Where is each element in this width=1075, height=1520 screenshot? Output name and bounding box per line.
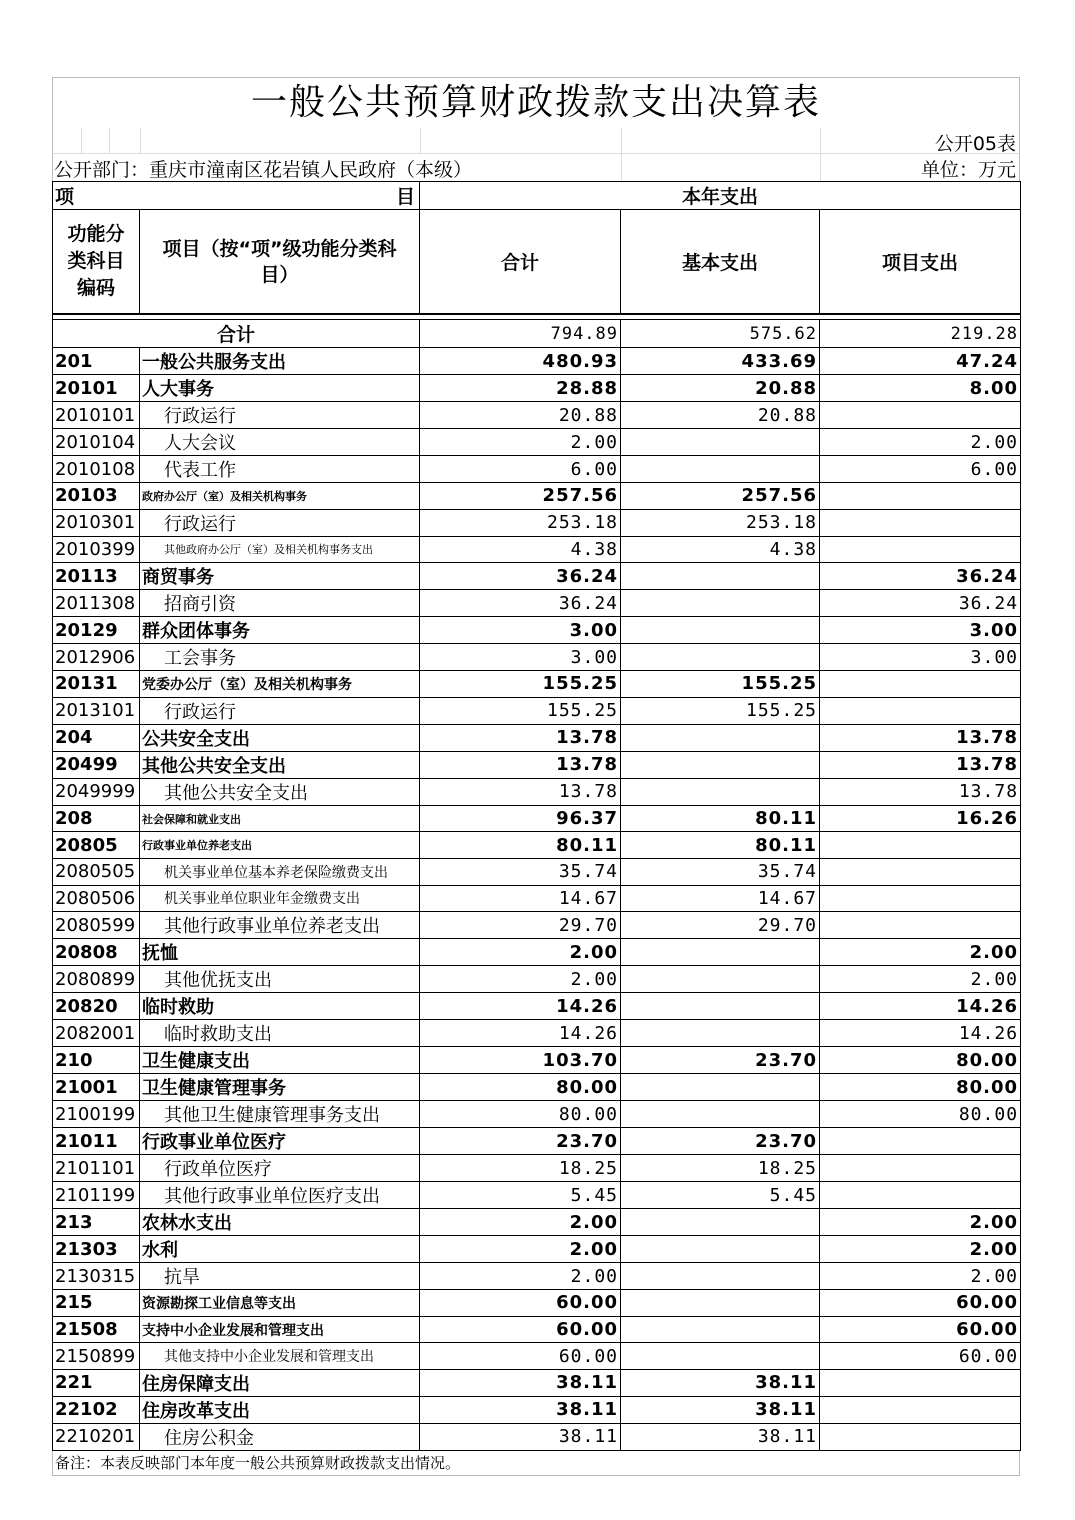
cell-name: 机关事业单位基本养老保险缴费支出 (140, 858, 420, 885)
cell-project: 2.00 (820, 1209, 1021, 1236)
cell-name: 卫生健康支出 (140, 1047, 420, 1074)
cell-total: 80.11 (420, 832, 621, 859)
cell-basic: 35.74 (621, 858, 820, 885)
cell-name: 农林水支出 (140, 1209, 420, 1236)
table-row (53, 644, 1021, 671)
cell-code: 20129 (53, 617, 140, 644)
cell-total: 96.37 (420, 805, 621, 832)
cell-total: 2.00 (420, 1263, 621, 1290)
cell-project: 47.24 (820, 348, 1021, 375)
cell-project: 60.00 (820, 1290, 1021, 1317)
cell-code: 201 (53, 348, 140, 375)
table-row (53, 858, 1021, 885)
cell-name: 人大事务 (140, 375, 420, 402)
expenditure-table (52, 181, 1021, 1451)
table-row (53, 1396, 1021, 1423)
cell-total: 2.00 (420, 1209, 621, 1236)
cell-code: 2080506 (53, 885, 140, 912)
table-row (53, 1020, 1021, 1047)
cell-total: 2.00 (420, 939, 621, 966)
table-row (53, 348, 1021, 375)
cell-name: 行政事业单位医疗 (140, 1128, 420, 1155)
cell-project: 60.00 (820, 1343, 1021, 1370)
cell-code: 22102 (53, 1396, 140, 1423)
cell-name: 行政事业单位养老支出 (140, 832, 420, 859)
cell-total: 35.74 (420, 858, 621, 885)
grid-line (81, 128, 82, 153)
cell-total: 3.00 (420, 644, 621, 671)
table-row (53, 912, 1021, 939)
cell-name: 其他行政事业单位养老支出 (140, 912, 420, 939)
cell-name: 卫生健康管理事务 (140, 1074, 420, 1101)
cell-code: 2010301 (53, 509, 140, 536)
cell-basic (621, 1290, 820, 1317)
cell-code: 20113 (53, 563, 140, 590)
grid-line (820, 128, 821, 153)
cell-project (820, 832, 1021, 859)
budget-sheet (52, 77, 1020, 1476)
cell-total: 20.88 (420, 402, 621, 429)
cell-project (820, 858, 1021, 885)
cell-project: 3.00 (820, 617, 1021, 644)
cell-basic (621, 617, 820, 644)
table-row (53, 1343, 1021, 1370)
table-row (53, 590, 1021, 617)
cell-total: 6.00 (420, 456, 621, 483)
cell-name: 人大会议 (140, 429, 420, 456)
cell-basic: 38.11 (621, 1423, 820, 1450)
cell-total: 29.70 (420, 912, 621, 939)
table-row (53, 1290, 1021, 1317)
table-row (53, 1423, 1021, 1450)
cell-name: 招商引资 (140, 590, 420, 617)
cell-name: 抚恤 (140, 939, 420, 966)
cell-basic (621, 1074, 820, 1101)
table-number-row (52, 128, 1020, 153)
cell-total: 38.11 (420, 1396, 621, 1423)
header-row-1 (53, 182, 1021, 210)
cell-basic: 14.67 (621, 885, 820, 912)
grid-line (621, 154, 622, 181)
cell-name: 住房改革支出 (140, 1396, 420, 1423)
cell-code: 2080899 (53, 966, 140, 993)
cell-project (820, 1155, 1021, 1182)
table-row (53, 1316, 1021, 1343)
table-row (53, 509, 1021, 536)
cell-total: 38.11 (420, 1423, 621, 1450)
cell-name: 住房公积金 (140, 1423, 420, 1450)
cell-code: 20805 (53, 832, 140, 859)
cell-code: 213 (53, 1209, 140, 1236)
table-row (53, 832, 1021, 859)
cell-project (820, 1423, 1021, 1450)
department-row (52, 153, 1020, 181)
header-item-cell (53, 182, 420, 210)
cell-basic (621, 590, 820, 617)
table-row (53, 617, 1021, 644)
cell-total: 80.00 (420, 1101, 621, 1128)
cell-total: 23.70 (420, 1128, 621, 1155)
cell-code: 21001 (53, 1074, 140, 1101)
cell-project: 2.00 (820, 1236, 1021, 1263)
table-row (53, 671, 1021, 698)
cell-total: 5.45 (420, 1182, 621, 1209)
table-row (53, 1182, 1021, 1209)
table-row (53, 805, 1021, 832)
cell-code: 20499 (53, 751, 140, 778)
cell-code: 2150899 (53, 1343, 140, 1370)
cell-project: 14.26 (820, 993, 1021, 1020)
cell-basic: 23.70 (621, 1128, 820, 1155)
cell-project (820, 1128, 1021, 1155)
cell-basic (621, 966, 820, 993)
cell-project: 14.26 (820, 1020, 1021, 1047)
cell-total: 155.25 (420, 697, 621, 724)
cell-code: 2010399 (53, 536, 140, 563)
cell-code: 20808 (53, 939, 140, 966)
table-row (53, 1074, 1021, 1101)
header-item-left: 项 (55, 186, 75, 208)
cell-basic (621, 724, 820, 751)
table-row (53, 563, 1021, 590)
cell-project (820, 483, 1021, 510)
cell-code: 2082001 (53, 1020, 140, 1047)
table-row (53, 402, 1021, 429)
footnote: 备注：本表反映部门本年度一般公共预算财政拨款支出情况。 (52, 1451, 1020, 1476)
cell-total: 36.24 (420, 590, 621, 617)
cell-name: 其他支持中小企业发展和管理支出 (140, 1343, 420, 1370)
cell-basic: 18.25 (621, 1155, 820, 1182)
cell-total: 13.78 (420, 778, 621, 805)
total-sum: 794.89 (420, 320, 621, 348)
cell-total: 60.00 (420, 1343, 621, 1370)
grid-line (109, 128, 110, 153)
cell-project: 80.00 (820, 1074, 1021, 1101)
cell-name: 其他优抚支出 (140, 966, 420, 993)
cell-project: 16.26 (820, 805, 1021, 832)
table-row (53, 885, 1021, 912)
cell-project: 13.78 (820, 724, 1021, 751)
cell-total: 480.93 (420, 348, 621, 375)
cell-project: 2.00 (820, 966, 1021, 993)
cell-project: 6.00 (820, 456, 1021, 483)
cell-basic: 80.11 (621, 805, 820, 832)
cell-total: 4.38 (420, 536, 621, 563)
cell-project: 2.00 (820, 939, 1021, 966)
cell-code: 2080599 (53, 912, 140, 939)
table-row (53, 1209, 1021, 1236)
cell-basic (621, 751, 820, 778)
cell-name: 其他卫生健康管理事务支出 (140, 1101, 420, 1128)
cell-project: 2.00 (820, 429, 1021, 456)
cell-total: 13.78 (420, 751, 621, 778)
table-row (53, 429, 1021, 456)
cell-code: 20103 (53, 483, 140, 510)
table-row (53, 724, 1021, 751)
cell-total: 36.24 (420, 563, 621, 590)
table-row (53, 1155, 1021, 1182)
cell-basic: 253.18 (621, 509, 820, 536)
cell-code: 21011 (53, 1128, 140, 1155)
cell-project: 2.00 (820, 1263, 1021, 1290)
cell-name: 机关事业单位职业年金缴费支出 (140, 885, 420, 912)
cell-name: 群众团体事务 (140, 617, 420, 644)
header-row-2 (53, 210, 1021, 315)
cell-project: 13.78 (820, 751, 1021, 778)
cell-basic: 4.38 (621, 536, 820, 563)
table-row (53, 751, 1021, 778)
cell-name: 其他政府办公厅（室）及相关机构事务支出 (140, 536, 420, 563)
cell-code: 208 (53, 805, 140, 832)
table-row (53, 1047, 1021, 1074)
header-project: 项目支出 (820, 210, 1021, 315)
cell-basic: 5.45 (621, 1182, 820, 1209)
cell-total: 155.25 (420, 671, 621, 698)
cell-basic (621, 563, 820, 590)
cell-code: 2080505 (53, 858, 140, 885)
table-row (53, 483, 1021, 510)
header-basic: 基本支出 (621, 210, 820, 315)
cell-name: 一般公共服务支出 (140, 348, 420, 375)
cell-basic (621, 1020, 820, 1047)
cell-total: 38.11 (420, 1369, 621, 1396)
cell-code: 215 (53, 1290, 140, 1317)
cell-total: 13.78 (420, 724, 621, 751)
cell-name: 党委办公厅（室）及相关机构事务 (140, 671, 420, 698)
cell-project (820, 1396, 1021, 1423)
header-item-right: 目 (396, 186, 416, 208)
cell-basic: 29.70 (621, 912, 820, 939)
cell-name: 代表工作 (140, 456, 420, 483)
table-body (53, 320, 1021, 1451)
cell-code: 20820 (53, 993, 140, 1020)
cell-total: 14.67 (420, 885, 621, 912)
cell-project (820, 536, 1021, 563)
table-row (53, 697, 1021, 724)
cell-project: 36.24 (820, 590, 1021, 617)
cell-code: 2101199 (53, 1182, 140, 1209)
cell-name: 工会事务 (140, 644, 420, 671)
cell-basic (621, 644, 820, 671)
cell-total: 3.00 (420, 617, 621, 644)
cell-basic (621, 456, 820, 483)
header-name: 项目（按“项”级功能分类科目） (140, 210, 420, 315)
cell-name: 行政运行 (140, 509, 420, 536)
cell-basic: 155.25 (621, 671, 820, 698)
cell-basic (621, 1316, 820, 1343)
cell-code: 2130315 (53, 1263, 140, 1290)
table-row (53, 536, 1021, 563)
cell-project (820, 509, 1021, 536)
cell-code: 2012906 (53, 644, 140, 671)
total-label: 合计 (53, 320, 420, 348)
total-row (53, 320, 1021, 348)
cell-name: 住房保障支出 (140, 1369, 420, 1396)
cell-project (820, 885, 1021, 912)
cell-total: 253.18 (420, 509, 621, 536)
cell-basic (621, 778, 820, 805)
cell-project (820, 697, 1021, 724)
cell-project (820, 402, 1021, 429)
cell-name: 抗旱 (140, 1263, 420, 1290)
table-row (53, 778, 1021, 805)
cell-code: 20101 (53, 375, 140, 402)
page-title: 一般公共预算财政拨款支出决算表 (52, 77, 1020, 128)
cell-project: 80.00 (820, 1047, 1021, 1074)
cell-code: 21508 (53, 1316, 140, 1343)
cell-code: 221 (53, 1369, 140, 1396)
header-total: 合计 (420, 210, 621, 315)
cell-name: 行政运行 (140, 402, 420, 429)
cell-project: 8.00 (820, 375, 1021, 402)
grid-line (140, 128, 141, 153)
cell-name: 行政运行 (140, 697, 420, 724)
table-row (53, 456, 1021, 483)
cell-code: 2101101 (53, 1155, 140, 1182)
cell-name: 临时救助 (140, 993, 420, 1020)
cell-project (820, 671, 1021, 698)
cell-basic (621, 1343, 820, 1370)
cell-total: 2.00 (420, 966, 621, 993)
cell-name: 其他公共安全支出 (140, 778, 420, 805)
total-project: 219.28 (820, 320, 1021, 348)
cell-name: 行政单位医疗 (140, 1155, 420, 1182)
cell-name: 支持中小企业发展和管理支出 (140, 1316, 420, 1343)
unit-label: 单位：万元 (920, 159, 1016, 181)
grid-line (420, 128, 421, 153)
table-row (53, 939, 1021, 966)
cell-basic: 38.11 (621, 1396, 820, 1423)
cell-name: 资源勘探工业信息等支出 (140, 1290, 420, 1317)
cell-name: 商贸事务 (140, 563, 420, 590)
cell-total: 80.00 (420, 1074, 621, 1101)
header-code: 功能分类科目编码 (53, 210, 140, 315)
cell-basic: 155.25 (621, 697, 820, 724)
cell-name: 临时救助支出 (140, 1020, 420, 1047)
cell-project: 80.00 (820, 1101, 1021, 1128)
cell-basic (621, 1101, 820, 1128)
cell-basic (621, 1263, 820, 1290)
header-current-year: 本年支出 (420, 182, 1021, 210)
cell-basic: 38.11 (621, 1369, 820, 1396)
cell-total: 14.26 (420, 993, 621, 1020)
total-basic: 575.62 (621, 320, 820, 348)
cell-name: 政府办公厅（室）及相关机构事务 (140, 483, 420, 510)
table-row (53, 993, 1021, 1020)
cell-name: 社会保障和就业支出 (140, 805, 420, 832)
cell-project: 13.78 (820, 778, 1021, 805)
cell-basic (621, 429, 820, 456)
cell-basic: 433.69 (621, 348, 820, 375)
cell-basic (621, 993, 820, 1020)
cell-total: 2.00 (420, 1236, 621, 1263)
cell-code: 21303 (53, 1236, 140, 1263)
cell-name: 其他行政事业单位医疗支出 (140, 1182, 420, 1209)
cell-code: 2010108 (53, 456, 140, 483)
cell-project (820, 912, 1021, 939)
cell-code: 2010101 (53, 402, 140, 429)
cell-code: 2210201 (53, 1423, 140, 1450)
cell-name: 水利 (140, 1236, 420, 1263)
cell-basic: 20.88 (621, 375, 820, 402)
cell-code: 2049999 (53, 778, 140, 805)
cell-name: 公共安全支出 (140, 724, 420, 751)
cell-total: 28.88 (420, 375, 621, 402)
cell-code: 2010104 (53, 429, 140, 456)
cell-project: 60.00 (820, 1316, 1021, 1343)
table-row (53, 966, 1021, 993)
table-row (53, 1369, 1021, 1396)
department-label: 公开部门：重庆市潼南区花岩镇人民政府（本级） (54, 159, 473, 181)
cell-total: 60.00 (420, 1316, 621, 1343)
cell-code: 210 (53, 1047, 140, 1074)
table-row (53, 1128, 1021, 1155)
cell-basic (621, 1236, 820, 1263)
grid-line (820, 154, 821, 181)
cell-code: 2100199 (53, 1101, 140, 1128)
cell-code: 20131 (53, 671, 140, 698)
cell-total: 60.00 (420, 1290, 621, 1317)
cell-basic: 80.11 (621, 832, 820, 859)
table-row (53, 375, 1021, 402)
cell-total: 257.56 (420, 483, 621, 510)
cell-code: 2013101 (53, 697, 140, 724)
grid-line (621, 128, 622, 153)
cell-basic: 20.88 (621, 402, 820, 429)
cell-basic: 23.70 (621, 1047, 820, 1074)
cell-total: 18.25 (420, 1155, 621, 1182)
cell-code: 2011308 (53, 590, 140, 617)
cell-basic: 257.56 (621, 483, 820, 510)
cell-code: 204 (53, 724, 140, 751)
cell-basic (621, 1209, 820, 1236)
table-row (53, 1101, 1021, 1128)
cell-total: 103.70 (420, 1047, 621, 1074)
cell-total: 2.00 (420, 429, 621, 456)
cell-project (820, 1182, 1021, 1209)
cell-total: 14.26 (420, 1020, 621, 1047)
table-number: 公开05表 (934, 133, 1016, 155)
cell-basic (621, 939, 820, 966)
table-row (53, 1236, 1021, 1263)
table-row (53, 1263, 1021, 1290)
cell-project (820, 1369, 1021, 1396)
cell-project: 3.00 (820, 644, 1021, 671)
cell-project: 36.24 (820, 563, 1021, 590)
cell-name: 其他公共安全支出 (140, 751, 420, 778)
